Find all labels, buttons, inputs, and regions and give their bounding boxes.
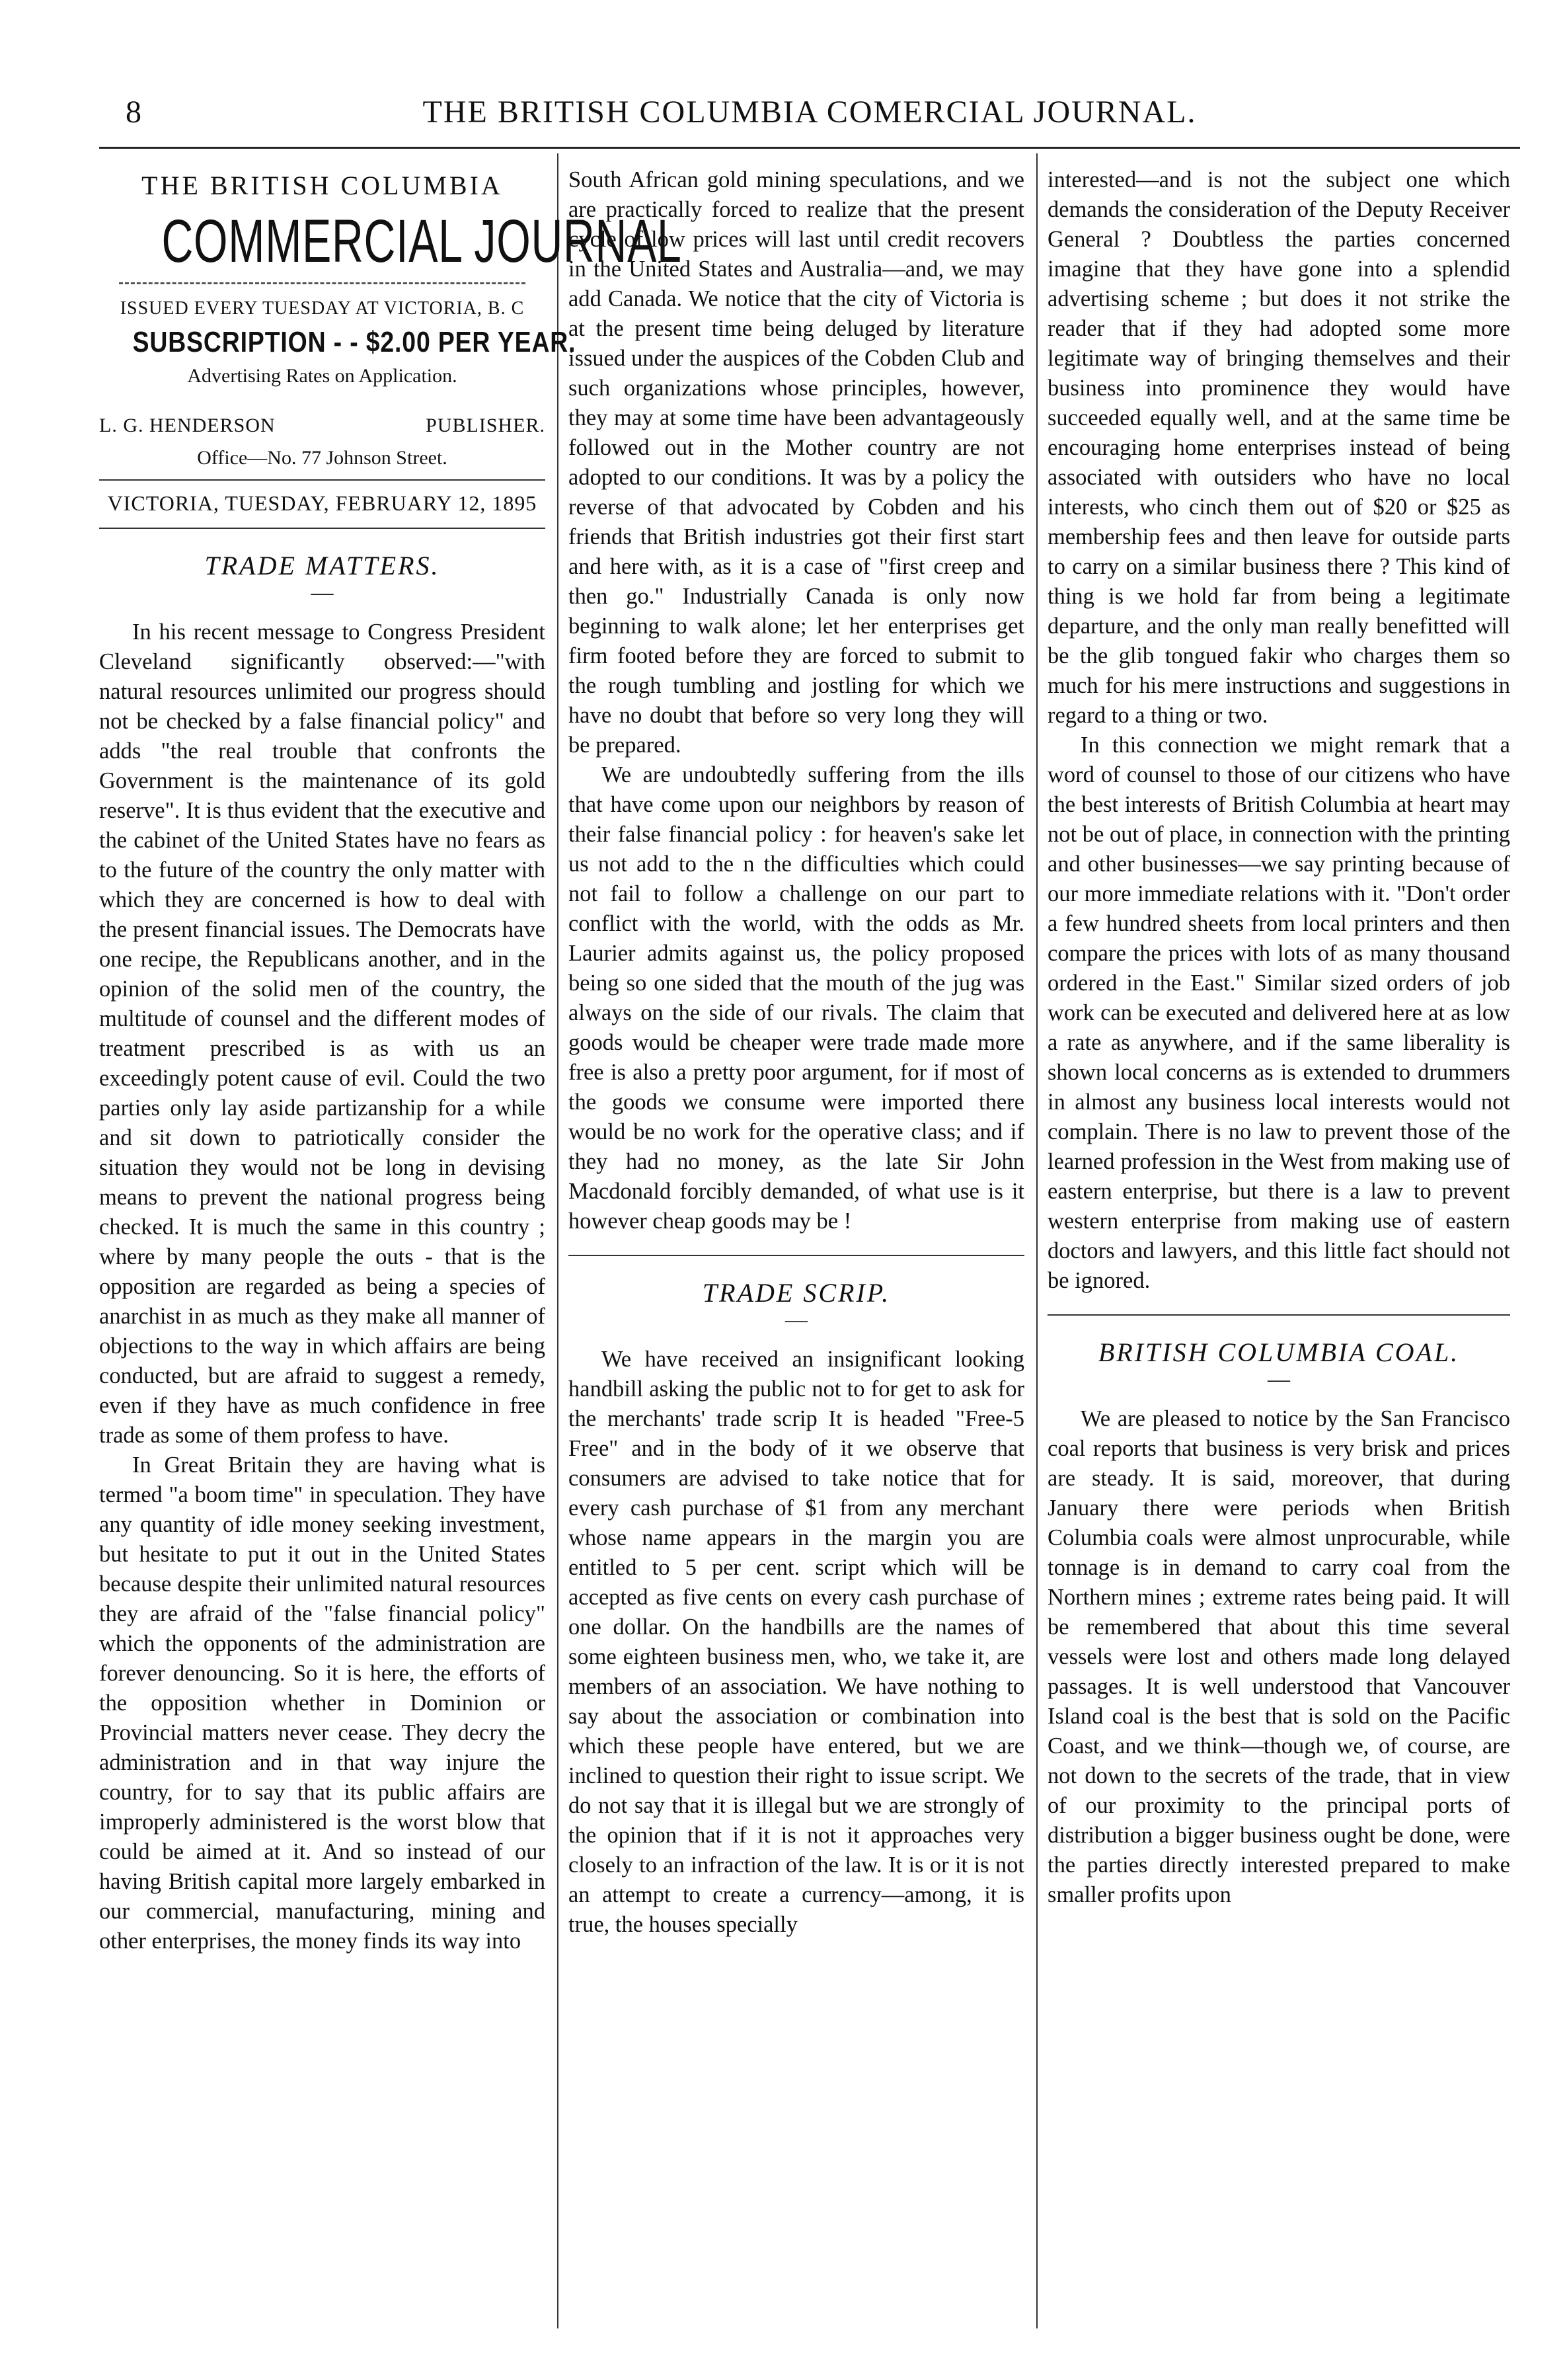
column-1 (99, 165, 682, 2320)
dateline: VICTORIA, TUESDAY, FEBRUARY 12, 1895 (107, 491, 537, 515)
issued-line: ISSUED EVERY TUESDAY AT VICTORIA, B. C (120, 298, 525, 319)
article-paragraph: In this connection we might remark that a word of counsel to those of our citizens who have the best interests of British Columbia at heart may not be out of place, in connection with the printing and other businesses—we say printing because of our more immediate relations with it. "Don't order a few hundred sheets from local printers and then compare the prices with lots of as many thousand ordered in the East." Similar sized orders of job work can be executed and delivered here at as low a rate as anywhere, and if the same liberality is shown local concerns as is extended to drummers in almost any business local interests would not complain. There is no law to prevent those of the learned profession in the West from making use of eastern enterprise, but there is a law to prevent western enterprise from making use of eastern doctors and lawyers, and this little fact should not be ignored. (1048, 733, 1510, 1293)
article-paragraph: We have received an insignificant looking handbill asking the public not to for get to ask for the merchants' trade scrip It is headed "Free-5 Free" and in the body of it we observe that consumers are advised to take notice that for every cash purchase of $1 from any merchant whose name appears in the margin you are entitled to 5 per cent. script which will be accepted as five cents on every cash purchase of one dollar. On the handbills are the names of some eighteen business men, who, we take it, are members of an association. We have nothing to say about the association or combination into which these people have entered, but we are inclined to question their right to issue script. We do not say that it is illegal but we are strongly of the opinion that if it is not it approaches very closely to an infraction of the law. It is or it is not an attempt to create a currency—among, it is true, the houses specially (568, 1347, 1024, 1937)
dateline-rule (99, 479, 545, 481)
heading-dash: — (785, 1308, 808, 1332)
article-heading: TRADE SCRIP. (702, 1278, 891, 1308)
running-title: THE BRITISH COLUMBIA COMERCIAL JOURNAL. (422, 95, 1197, 130)
article-rule (1048, 1314, 1510, 1316)
article-heading: TRADE MATTERS. (204, 551, 440, 580)
column-divider (557, 153, 558, 2328)
heading-dash: — (311, 580, 334, 605)
publisher-role: PUBLISHER. (426, 415, 545, 436)
column-3 (1048, 165, 1510, 2320)
article-paragraph-continued: South African gold mining speculations, and we are practically forced to realize that the present cycle of low prices will last until credit recovers in the United States and Australia—and, we may add Canada. We notice that the city of Victoria is at the present time being deluged by literature issued under the auspices of the Cobden Club and such organizations whose principles, however, they may at some time have been advantageously followed out in the Mother country are not adopted to our conditions. It was by a policy the reverse of that advocated by Cobden and his friends that British industries got their first start and here with, as it is a case of "first creep and then go." Industrially Canada is only now beginning to walk alone; let her enterprises get firm footed before they are forced to submit to the rough tumbling and jostling for which we have no doubt that before so very long they will be prepared. (568, 167, 1024, 758)
column-2 (568, 165, 1024, 2320)
advertising-line: Advertising Rates on Application. (187, 365, 457, 387)
article-rule (568, 1255, 1024, 1256)
office-line: Office—No. 77 Johnson Street. (197, 447, 447, 469)
header-rule (99, 147, 1520, 149)
masthead-title-top: THE BRITISH COLUMBIA (141, 171, 503, 200)
page-number: 8 (126, 95, 141, 130)
dateline-rule (99, 528, 545, 529)
article-paragraph: We are undoubtedly suffering from the ills that have come upon our neighbors by reason of their false financial policy : for heaven's sake let us not add to the n the difficulties which could not fail to follow a challenge on our part to conflict with the world, with the odds as Mr. Laurier admits against us, the policy proposed being so one sided that the mouth of the jug was always on the side of our rivals. The claim that goods would be cheaper were trade made more free is also a pretty poor argument, for if most of the goods we consume were imported there would be no work for the operative class; and if they had no money, as the late Sir John Macdonald forcibly demanded, of what use is it however cheap goods may be ! (568, 762, 1024, 1234)
article-heading: BRITISH COLUMBIA COAL. (1098, 1337, 1460, 1367)
subscription-line: SUBSCRIPTION - - $2.00 PER YEAR. (132, 326, 576, 358)
publisher-line (99, 411, 545, 440)
masthead-title: COMMERCIAL JOURNAL (161, 208, 682, 275)
column-divider (1036, 153, 1038, 2328)
heading-dash: — (1268, 1367, 1290, 1392)
article-paragraph-continued: interested—and is not the subject one which demands the consideration of the Deputy Receiver General ? Doubtless the parties concerned imagine that they have gone into a splendid advertising scheme ; but does it not strike the reader that if they had adopted some more legitimate way of bringing themselves and their business into prominence they would have succeeded equally well, and at the same time be encouraging home enterprises instead of being associated with outsiders who have no local interests, who cinch them out of $20 or $25 as membership fees and then leave for outside parts to carry on a similar business there ? This kind of thing is we hold far from being a legitimate departure, and the only man really benefitted will be the glib tongued fakir who charges them so much for his mere instructions and suggestions in regard to a thing or two. (1048, 167, 1510, 728)
article-paragraph: In his recent message to Congress President Cleveland significantly observed:—"with natural resources unlimited our progress should not be checked by a false financial policy" and adds "the real trouble that confronts the Government is the maintenance of its gold reserve". It is thus evident that the executive and the cabinet of the United States have no fears as to the future of the country the only matter with which they are concerned is how to deal with the present financial issues. The Democrats have one recipe, the Republicans another, and in the opinion of the solid men of the country, the multitude of counsel and the different modes of treatment prescribed is as with us an exceedingly potent cause of evil. Could the two parties only lay aside partizanship for a while and sit down to patriotically consider the situation they would not be long in devising means to prevent the national progress being checked. It is much the same in this country ; where by many people the outs - that is the opposition are regarded as being a species of anarchist in as much as they make all manner of objections to the way in which affairs are being conducted, but are afraid to suggest a remedy, even if they have as much confidence in free trade as some of them profess to have. (99, 619, 545, 1448)
article-paragraph: In Great Britain they are having what is termed "a boom time" in speculation. They have any quantity of idle money seeking investment, but hesitate to put it out in the United States because despite their unlimited natural resources they are afraid of the "false financial policy" which the opponents of the administration are forever denouncing. So it is here, the efforts of the opposition whether in Dominion or Provincial matters never cease. They decry the administration and in that way injure the country, for to say that its public affairs are improperly administered is the worst blow that could be aimed at it. And so instead of our having British capital more largely embarked in our commercial, manufacturing, mining and other enterprises, the money finds its way into (99, 1452, 545, 1954)
masthead-rule (119, 282, 525, 284)
publisher-name: L. G. HENDERSON (99, 415, 276, 436)
running-head (99, 94, 1520, 140)
article-paragraph: We are pleased to notice by the San Francisco coal reports that business is very brisk and prices are steady. It is said, moreover, that during January there were periods when British Columbia coals were almost unprocurable, while tonnage is in demand to carry coal from the Northern mines ; extreme rates being paid. It will be remembered that about this time several vessels were lost and others made long delayed passages. It is well understood that Vancouver Island coal is the best that is sold on the Pacific Coast, and we think—though we, of course, are not down to the secrets of the trade, that in view of our proximity to the principal ports of distribution a bigger business ought be done, were the parties directly interested prepared to make smaller profits upon (1048, 1406, 1510, 1907)
